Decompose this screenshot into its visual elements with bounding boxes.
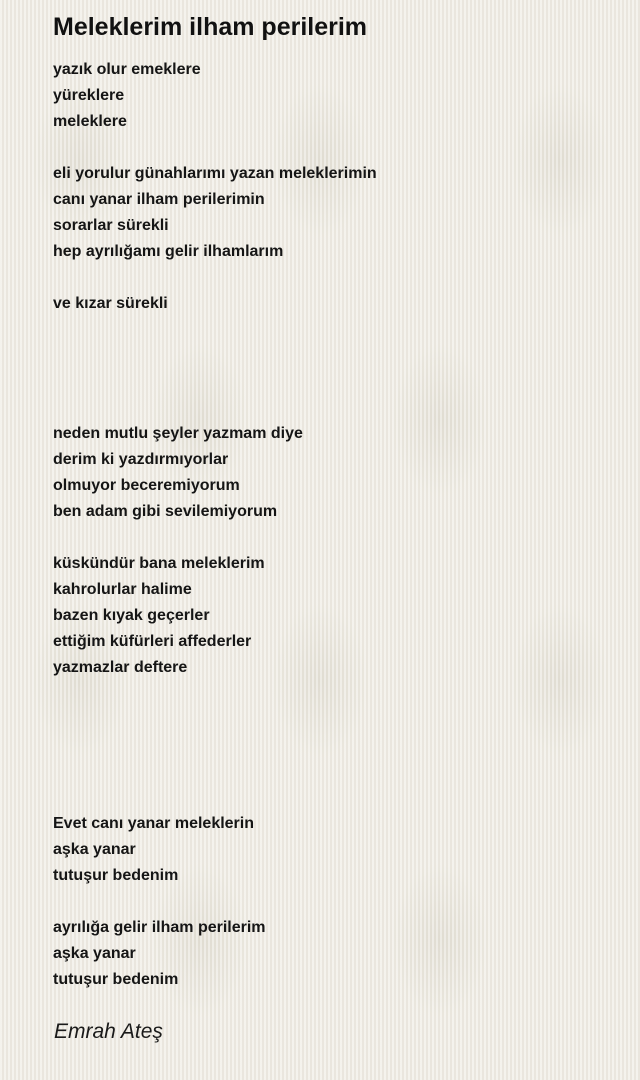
poem-line: meleklere (53, 113, 127, 130)
poem-line (53, 317, 613, 343)
poem-line (53, 785, 613, 811)
poem-line (53, 135, 613, 161)
poem-line: olmuyor beceremiyorum (53, 477, 240, 494)
poem-line: bazen kıyak geçerler (53, 607, 210, 624)
poem-line (53, 889, 613, 915)
poem-author: Emrah Ateş (54, 1020, 163, 1043)
poem-line: yazık olur emeklere (53, 61, 201, 78)
poem-line (53, 759, 613, 785)
poem-line: ettiğim küfürleri affederler (53, 633, 252, 650)
poem-line (53, 343, 613, 369)
poem-line: aşka yanar (53, 945, 136, 962)
poem-line (53, 733, 613, 759)
poem-line (53, 707, 613, 733)
poem-line: sorarlar sürekli (53, 217, 169, 234)
poem-line: canı yanar ilham perilerimin (53, 191, 265, 208)
poem-line: neden mutlu şeyler yazmam diye (53, 425, 303, 442)
poem-card (53, 0, 613, 1043)
poem-line (53, 525, 613, 551)
poem-line: küskündür bana meleklerim (53, 555, 265, 572)
poem-line: aşka yanar (53, 841, 136, 858)
poem-line: ben adam gibi sevilemiyorum (53, 503, 278, 520)
poem-line: kahrolurlar halime (53, 581, 192, 598)
poem-line: tutuşur bedenim (53, 971, 179, 988)
poem-body (53, 57, 613, 993)
poem-line: derim ki yazdırmıyorlar (53, 451, 229, 468)
poem-line: tutuşur bedenim (53, 867, 179, 884)
poem-line: ve kızar sürekli (53, 295, 168, 312)
poem-line: eli yorulur günahlarımı yazan meleklerimin (53, 165, 377, 182)
poem-line (53, 369, 613, 395)
poem-line: ayrılığa gelir ilham perilerim (53, 919, 266, 936)
poem-title: Meleklerim ilham perilerim (53, 13, 368, 41)
poem-line: yazmazlar deftere (53, 659, 188, 676)
poem-line: hep ayrılığamı gelir ilhamlarım (53, 243, 284, 260)
poem-line (53, 395, 613, 421)
poem-line (53, 265, 613, 291)
poem-line: yüreklere (53, 87, 125, 104)
poem-line: Evet canı yanar meleklerin (53, 815, 254, 832)
poem-line (53, 681, 613, 707)
